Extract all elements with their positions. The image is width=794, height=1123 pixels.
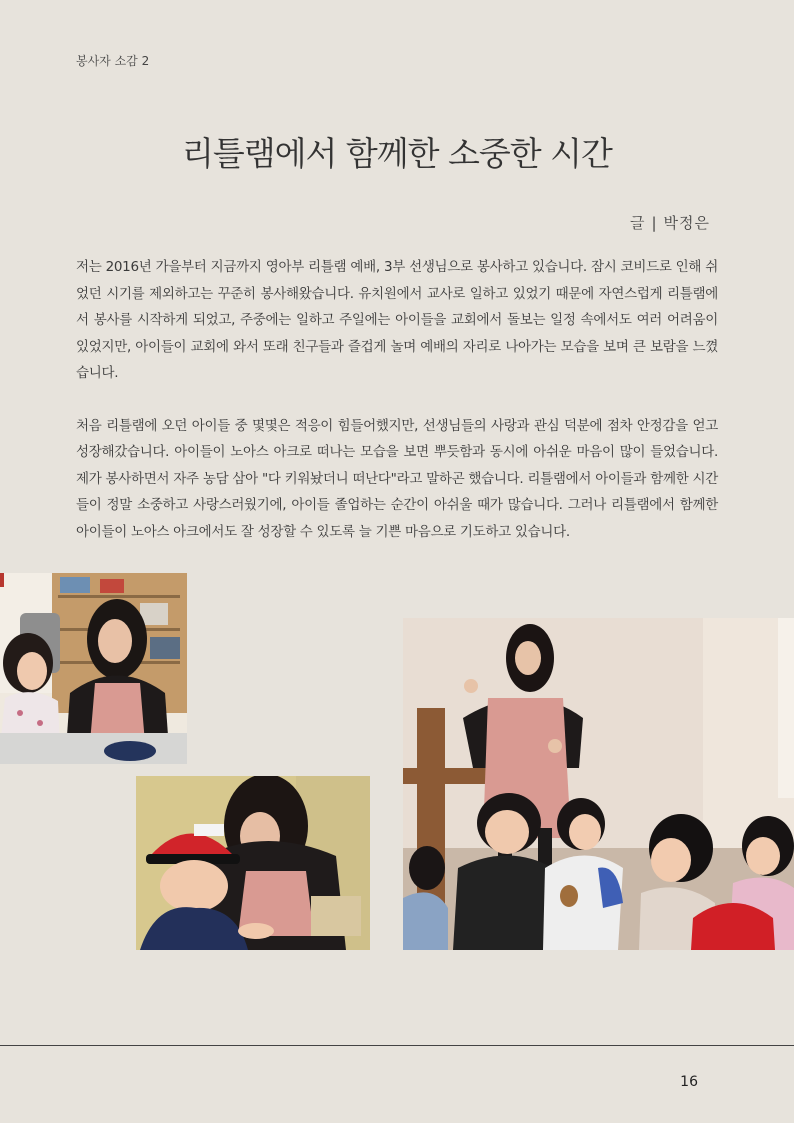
byline-prefix: 글 [629, 214, 646, 232]
paragraph-1: 저는 2016년 가을부터 지금까지 영아부 리틀램 예배, 3부 선생님으로 봉사하고 있습니다. 잠시 코비드로 인해 쉬었던 시기를 제외하고는 꾸준히 봉사해왔습니다. 유치원에서 교사로 일하고 있었기 때문에 자연스럽게 리틀램에서 봉사를 시작하게 되었고, 주중에는 일하고 주일에는 아이들을 교회에서 돌보는 일정 속에서도 여러 어려움이 있었지만, 아이들이 교회에 와서 또래 친구들과 즐겁게 놀며 예배의 자리로 나아가는 모습을 보며 큰 보람을 느꼈습니다. [76, 259, 718, 381]
footer-divider [0, 1045, 794, 1046]
author-name: 박정은 [663, 214, 710, 232]
byline-separator: | [651, 214, 658, 232]
article-title: 리틀램에서 함께한 소중한 시간 [182, 134, 612, 173]
byline [630, 212, 710, 233]
section-label: 봉사자 소감 2 [76, 54, 150, 68]
article-body [76, 254, 718, 571]
photo-teacher-singing-with-children [403, 618, 794, 950]
photo-teacher-with-child-at-table [0, 573, 187, 764]
photo-teacher-helping-boy [136, 776, 370, 950]
page-number: 16 [680, 1074, 698, 1090]
paragraph-2: 처음 리틀램에 오던 아이들 중 몇몇은 적응이 힘들어했지만, 선생님들의 사랑과 관심 덕분에 점차 안정감을 얻고 성장해갔습니다. 아이들이 노아스 아크로 떠나는 모습을 보면 뿌듯함과 동시에 아쉬운 마음이 많이 들었습니다. 제가 봉사하면서 자주 농담 삼아 "다 키워놨더니 떠난다"라고 말하곤 했습니다. 리틀램에서 아이들과 함께한 시간들이 정말 소중하고 사랑스러웠기에, 아이들 졸업하는 순간이 아쉬울 때가 많습니다. 그러나 리틀램에서 함께한 아이들이 노아스 아크에서도 잘 성장할 수 있도록 늘 기쁜 마음으로 기도하고 있습니다. [76, 417, 718, 540]
